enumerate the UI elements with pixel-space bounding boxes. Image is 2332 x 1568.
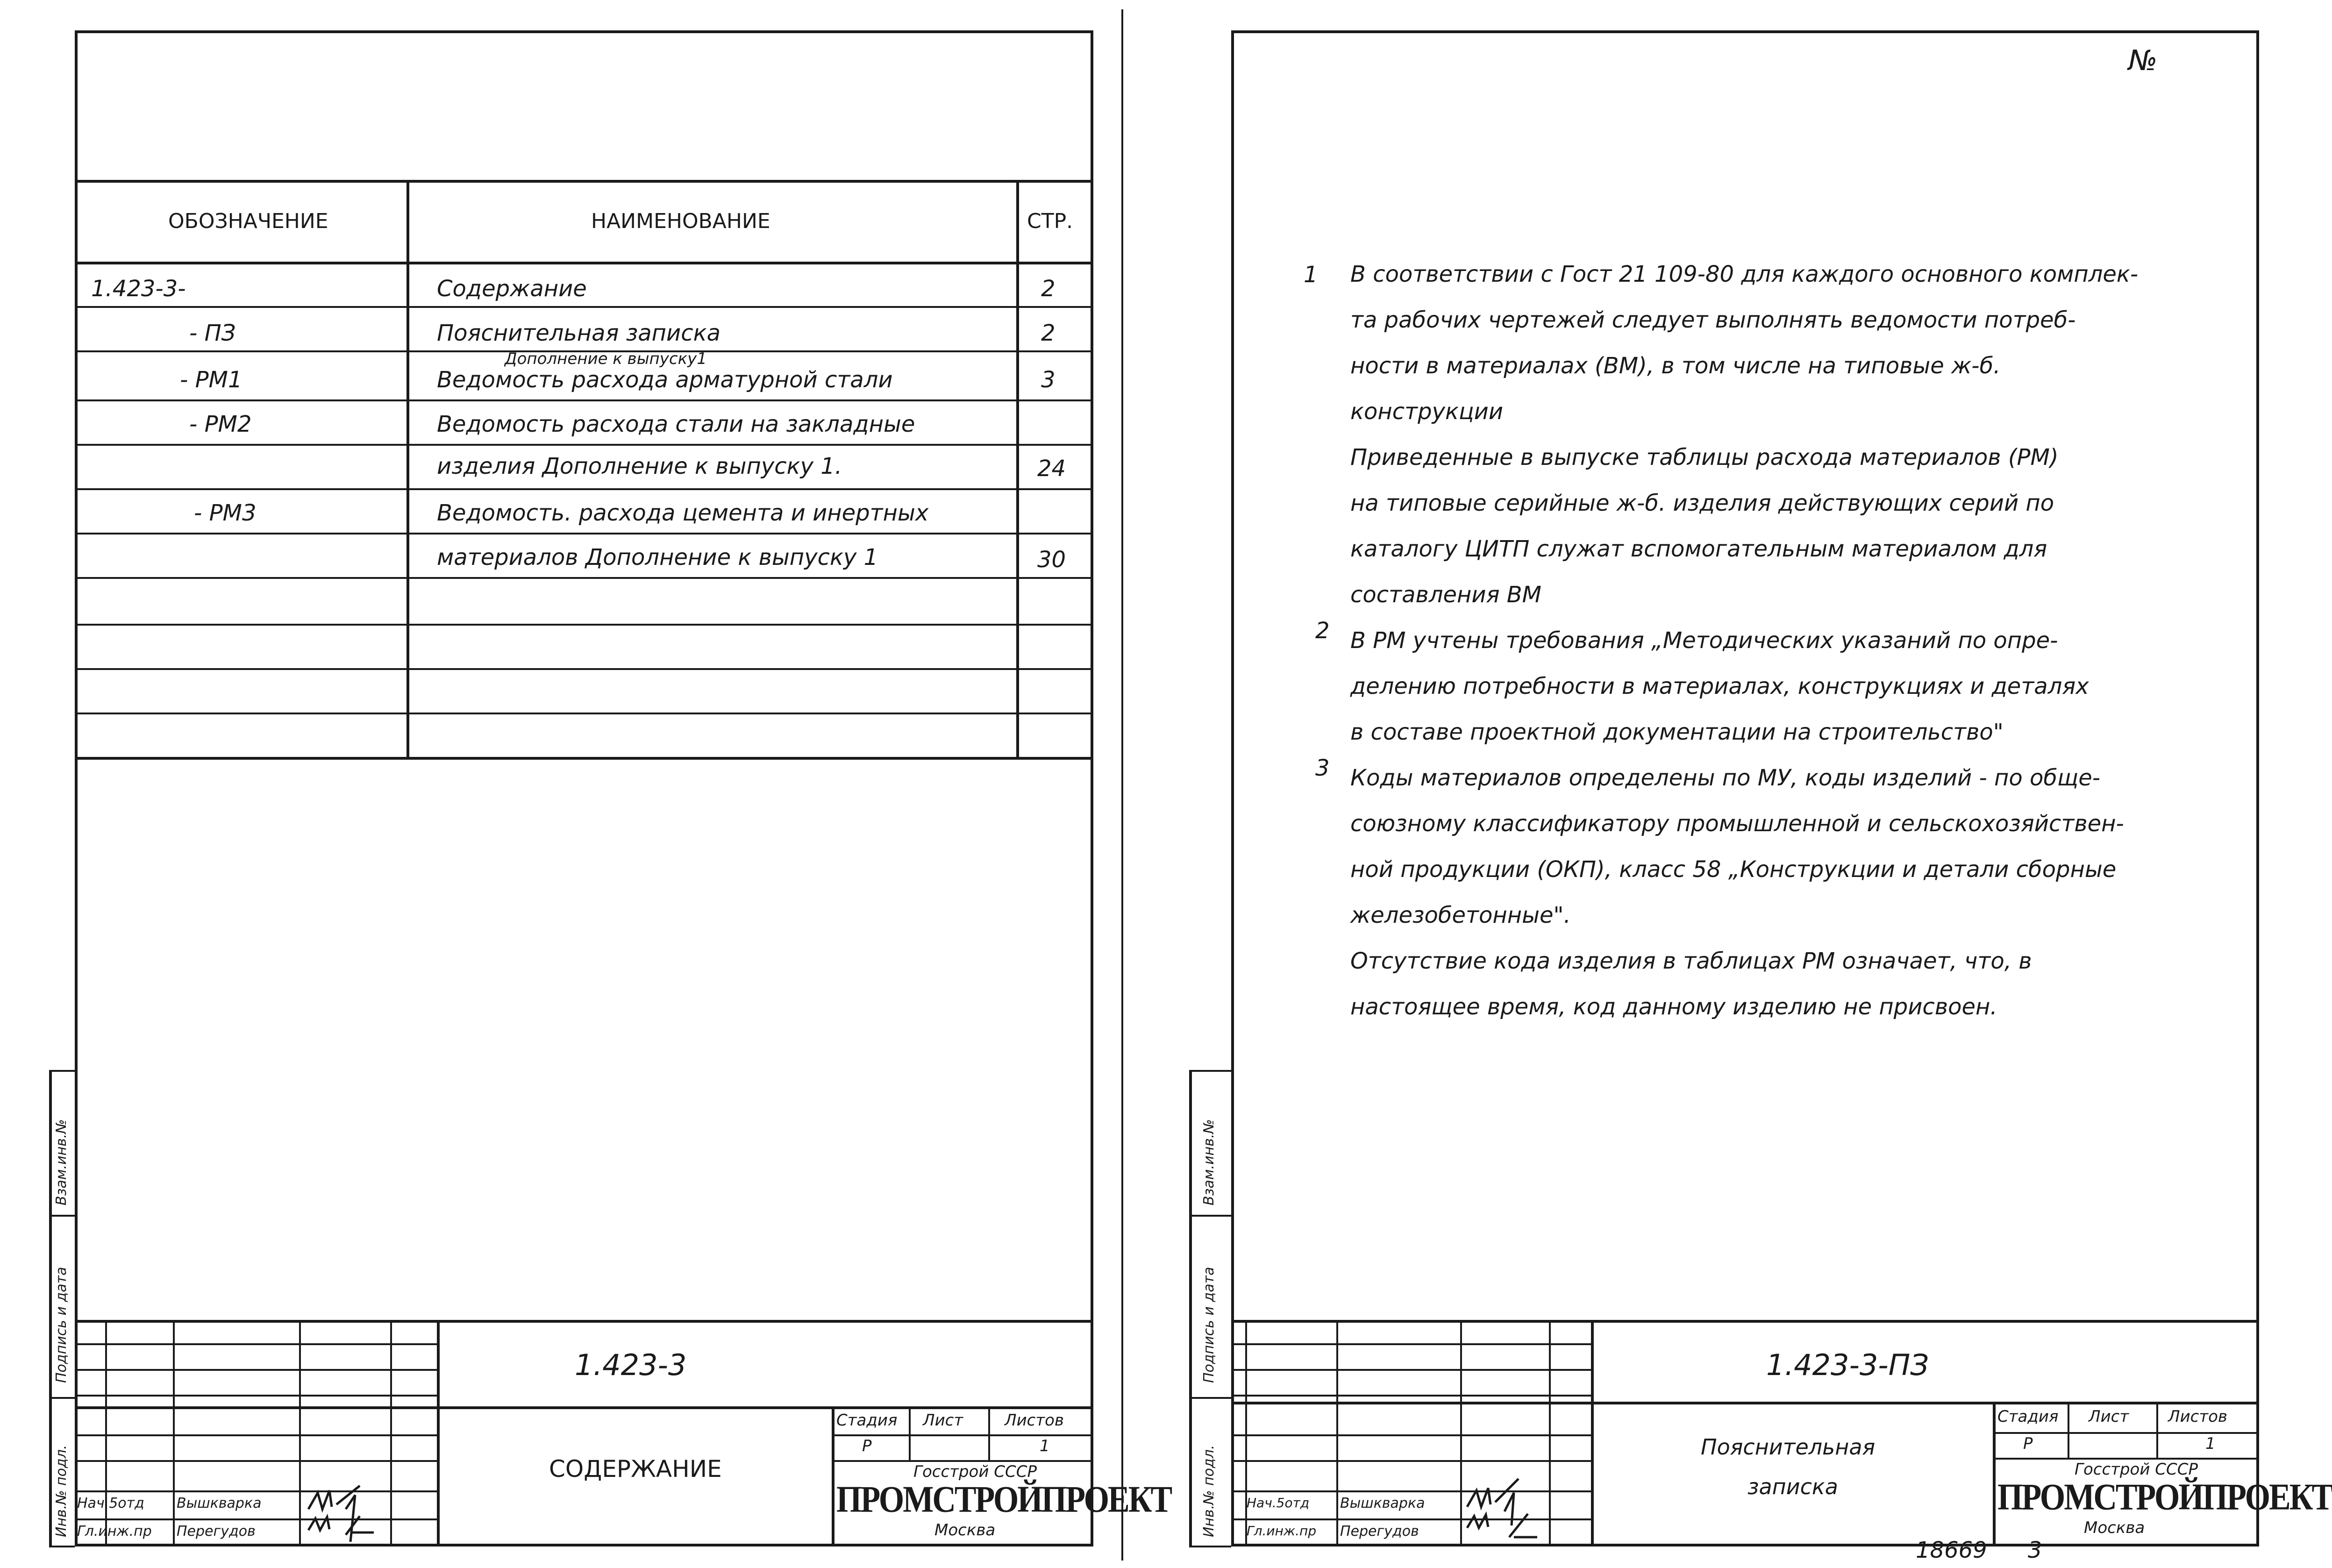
row1-designation: 1.423-3- [91, 276, 186, 302]
footer-number: 18669 [1916, 1537, 1987, 1563]
stamp-role1: Нач.5отд [77, 1495, 144, 1511]
row5-name: изделия Дополнение к выпуску 1. [437, 453, 842, 479]
right-stamp-role2: Гл.инж.пр [1247, 1523, 1317, 1539]
row4-designation: - РМ2 [189, 411, 252, 437]
stamp-name2: Перегудов [177, 1523, 256, 1539]
note3-number: 3 [1315, 755, 1330, 781]
right-stamp-stage: Р [2023, 1434, 2033, 1453]
header-designation: ОБОЗНАЧЕНИЕ [168, 209, 328, 233]
note2-line3: в составе проектной документации на строительство" [1350, 719, 2004, 745]
stamp-stage-label: Стадия [836, 1411, 898, 1430]
row3-page: 3 [1041, 367, 1055, 393]
footer-sheet: 3 [2028, 1537, 2042, 1563]
side-label-podpis: Подпись и дата [53, 1267, 70, 1383]
right-stamp-sheet-label: Лист [2089, 1407, 2129, 1426]
stamp-sheet-label: Лист [923, 1411, 963, 1430]
note1b-line4: составления ВМ [1350, 582, 1542, 608]
stamp-sheets: 1 [1040, 1437, 1050, 1455]
stamp-org: Госстрой СССР [913, 1462, 1037, 1481]
note1-line2: та рабочих чертежей следует выполнять ведомости потреб- [1350, 307, 2076, 333]
right-signature-2-icon [1462, 1509, 1547, 1547]
note3-line1: Коды материалов определены по МУ, коды изделий - по обще- [1350, 765, 2101, 791]
note2-line1: В РМ учтены требования „Методических указаний по опре- [1350, 627, 2058, 654]
right-stamp-role1: Нач.5отд [1247, 1495, 1310, 1511]
left-sheet-frame [75, 30, 1093, 1547]
side-label-vzam-inv: Взам.инв.№ [53, 1119, 70, 1205]
row6-designation: - РМ3 [194, 500, 257, 526]
note3-line4: железобетонные". [1350, 902, 1571, 928]
stamp-city: Москва [934, 1521, 996, 1539]
stamp-org-logo: ПРОМСТРОЙПРОЕКТ [836, 1479, 1171, 1520]
row7-name: материалов Дополнение к выпуску 1 [437, 544, 878, 570]
note1-number: 1 [1304, 262, 1318, 288]
header-name: НАИМЕНОВАНИЕ [591, 209, 770, 233]
note3-line2: союзному классификатору промышленной и сельскохозяйствен- [1350, 811, 2124, 837]
right-stamp-city: Москва [2084, 1518, 2145, 1537]
note1-line3: ности в материалах (ВМ), в том числе на типовые ж-б. [1350, 353, 2001, 379]
right-side-label-podpis: Подпись и дата [1201, 1267, 1217, 1383]
note3-line3: ной продукции (ОКП), класс 58 „Конструкции и детали сборные [1350, 856, 2117, 883]
stamp-role2: Гл.инж.пр [77, 1523, 152, 1539]
row3-name: Ведомость расхода арматурной стали [437, 367, 893, 393]
corner-mark: № [2128, 44, 2158, 77]
row5-page: 24 [1037, 456, 1066, 482]
row1-page: 2 [1041, 276, 1055, 302]
stamp-sheets-label: Листов [1005, 1411, 1064, 1430]
right-stamp-title-line2: записка [1747, 1474, 1838, 1499]
right-stamp-name2: Перегудов [1340, 1523, 1419, 1539]
stamp-code: 1.423-3 [575, 1348, 687, 1382]
note1-line1: В соответствии с Гост 21 109-80 для каждого основного комплек- [1350, 261, 2139, 287]
note1b-line3: каталогу ЦИТП служат вспомогательным материалом для [1350, 536, 2047, 562]
right-side-label-inv-podl: Инв.№ подл. [1201, 1445, 1217, 1537]
note1b-line2: на типовые серийные ж-б. изделия действующих серий по [1350, 490, 2054, 516]
note1b-line1: Приведенные в выпуске таблицы расхода материалов (РМ) [1350, 444, 2059, 470]
row1-name: Содержание [437, 276, 587, 302]
row3-note: Дополнение к выпуску1 [505, 349, 707, 368]
right-stamp-org-logo: ПРОМСТРОЙПРОЕКТ [1997, 1476, 2332, 1518]
row2-page: 2 [1041, 320, 1055, 346]
right-side-label-vzam-inv: Взам.инв.№ [1201, 1119, 1217, 1205]
note1-line4: конструкции [1350, 399, 1504, 425]
row4-name: Ведомость расхода стали на закладные [437, 411, 915, 437]
right-stamp-name1: Вышкварка [1340, 1495, 1425, 1511]
stamp-title: СОДЕРЖАНИЕ [549, 1455, 722, 1482]
right-stamp-stage-label: Стадия [1997, 1407, 2059, 1426]
header-page: СТР. [1027, 209, 1073, 233]
row3-designation: - РМ1 [180, 367, 242, 393]
note2-line2: делению потребности в материалах, конструкциях и деталях [1350, 673, 2089, 699]
right-stamp-sheets-label: Листов [2168, 1407, 2228, 1426]
signature-2-icon [304, 1511, 388, 1554]
stamp-name1: Вышкварка [177, 1495, 262, 1511]
right-stamp-sheets: 1 [2205, 1434, 2216, 1453]
note3b-line2: настоящее время, код данному изделию не присвоен. [1350, 994, 1997, 1020]
row6-name: Ведомость. расхода цемента и инертных [437, 500, 929, 526]
note3b-line1: Отсутствие кода изделия в таблицах РМ означает, что, в [1350, 948, 2032, 974]
side-label-inv-podl: Инв.№ подл. [53, 1445, 70, 1537]
row2-designation: - ПЗ [189, 320, 236, 346]
right-stamp-org: Госстрой СССР [2075, 1460, 2198, 1479]
center-fold-line [1121, 9, 1123, 1561]
right-stamp-code: 1.423-3-ПЗ [1766, 1348, 1929, 1382]
right-stamp-title-line1: Пояснительная [1701, 1434, 1876, 1460]
stamp-stage: Р [862, 1437, 872, 1455]
row7-page: 30 [1037, 547, 1066, 573]
row2-name: Пояснительная записка [437, 320, 721, 346]
note2-number: 2 [1315, 618, 1330, 644]
